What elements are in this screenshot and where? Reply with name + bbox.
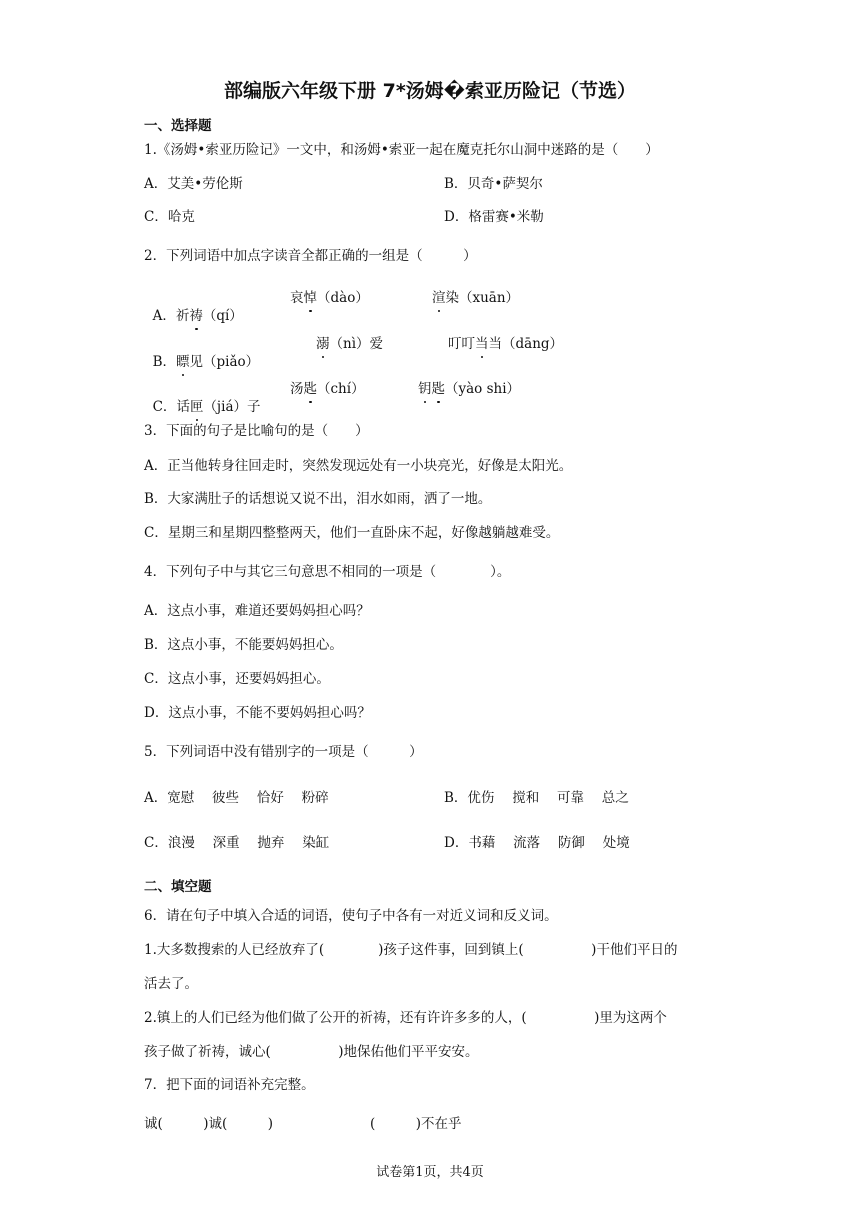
question-3-stem: 3．下面的句子是比喻句的是（ ）: [144, 423, 369, 439]
q1-option-a: A．艾美•劳伦斯: [144, 176, 243, 192]
question-4-stem: 4．下列句子中与其它三句意思不相同的一项是（ ）。: [144, 564, 511, 580]
q2-option-b-word-3: [448, 335, 563, 353]
question-7-stem: 7．把下面的词语补充完整。: [144, 1077, 315, 1093]
pinyin: （chí）: [317, 381, 365, 397]
q1-option-c: C．哈克: [144, 209, 195, 225]
pinyin: 染（xuān）: [445, 290, 520, 306]
pinyin: 见（piǎo）: [189, 354, 260, 370]
q7-word-2: ( )不在乎: [370, 1116, 462, 1132]
dotted-char: 钥: [418, 381, 432, 397]
question-2-stem: 2．下列词语中加点字读音全都正确的一组是（ ）: [144, 248, 477, 264]
q5-option-c: C．浪漫 深重 抛弃 染缸: [144, 835, 330, 851]
q6-line-4: 孩子做了祈祷，诚心( )地保佑他们平平安安。: [144, 1044, 479, 1060]
word-char: 哀: [290, 290, 304, 306]
q5-option-d: D．书藉 流落 防御 处境: [444, 835, 630, 851]
word-char: 话: [176, 399, 190, 415]
pinyin: （jiá）子: [203, 399, 261, 415]
pinyin: （dào）: [317, 290, 369, 306]
dotted-char: 祷: [189, 308, 203, 324]
page-title: 部编版六年级下册 7*汤姆�索亚历险记（节选）: [224, 80, 636, 102]
q5-option-a: A．宽慰 彼些 恰好 粉碎: [144, 790, 329, 806]
q2-option-a-word-2: [290, 289, 369, 307]
q3-option-c: C．星期三和星期四整整两天，他们一直卧床不起，好像越躺越难受。: [144, 525, 560, 541]
option-label: C．: [152, 399, 177, 415]
q4-option-c: C．这点小事，还要妈妈担心。: [144, 671, 330, 687]
q2-option-c-word-3: [418, 380, 520, 398]
dotted-char: 匣: [189, 399, 204, 415]
dotted-char: 匙: [303, 381, 317, 397]
page-footer: 试卷第1页，共4页: [376, 1165, 484, 1180]
q3-option-a: A．正当他转身往回走时，突然发现远处有一小块亮光，好像是太阳光。: [144, 458, 573, 474]
dotted-char: 溺: [316, 336, 330, 352]
dotted-char: 当: [475, 336, 489, 352]
section-choice-heading: 一、选择题: [144, 118, 212, 134]
dotted-char: 渲: [432, 290, 446, 306]
section-fill-heading: 二、填空题: [144, 879, 212, 895]
question-6-stem: 6．请在句子中填入合适的词语，使句子中各有一对近义词和反义词。: [144, 908, 558, 924]
q5-option-b: B．优伤 搅和 可靠 总之: [444, 790, 629, 806]
q3-option-b: B．大家满肚子的话想说又说不出，泪水如雨，洒了一地。: [144, 491, 492, 507]
q7-word-1: 诚( )诚( ): [144, 1116, 274, 1132]
q4-option-b: B．这点小事，不能要妈妈担心。: [144, 637, 343, 653]
q2-option-c-word-2: [290, 380, 365, 398]
q2-option-a-word-3: [432, 289, 519, 307]
q6-line-1: 1.大多数搜索的人已经放弃了( )孩子这件事，回到镇上( )干他们平日的: [144, 942, 678, 958]
word-char: 叮叮: [448, 336, 475, 352]
q4-option-d: D．这点小事，不能不要妈妈担心吗？: [144, 705, 371, 721]
q2-option-c: [144, 380, 261, 416]
q1-option-d: D．格雷赛•米勒: [444, 209, 544, 225]
q6-line-2: 活去了。: [144, 976, 198, 992]
q4-option-a: A．这点小事，难道还要妈妈担心吗？: [144, 603, 370, 619]
q6-line-3: 2.镇上的人们已经为他们做了公开的祈祷，还有许许多多的人，( )里为这两个: [144, 1010, 667, 1026]
option-label: A．: [152, 308, 176, 324]
question-5-stem: 5．下列词语中没有错别字的一项是（ ）: [144, 744, 423, 760]
pinyin: （yào shi）: [445, 381, 521, 397]
question-1-stem: 1.《汤姆•索亚历险记》一文中，和汤姆•索亚一起在魔克托尔山洞中迷路的是（ ）: [144, 142, 659, 158]
word-char: 汤: [290, 381, 304, 397]
dotted-char: 悼: [303, 290, 317, 306]
dotted-char: 瞟: [176, 354, 190, 370]
pinyin: （qí）: [202, 308, 243, 324]
q2-option-b: [144, 335, 259, 371]
dotted-char: 匙: [431, 381, 445, 397]
word-char: 祈: [175, 308, 190, 324]
q2-option-b-word-2: [316, 335, 383, 353]
option-label: B．: [152, 354, 177, 370]
pinyin: （nì）爱: [329, 336, 384, 352]
q2-option-a: [144, 289, 243, 325]
pinyin: 当（dāng）: [488, 336, 564, 352]
q1-option-b: B．贝奇•萨契尔: [444, 176, 543, 192]
